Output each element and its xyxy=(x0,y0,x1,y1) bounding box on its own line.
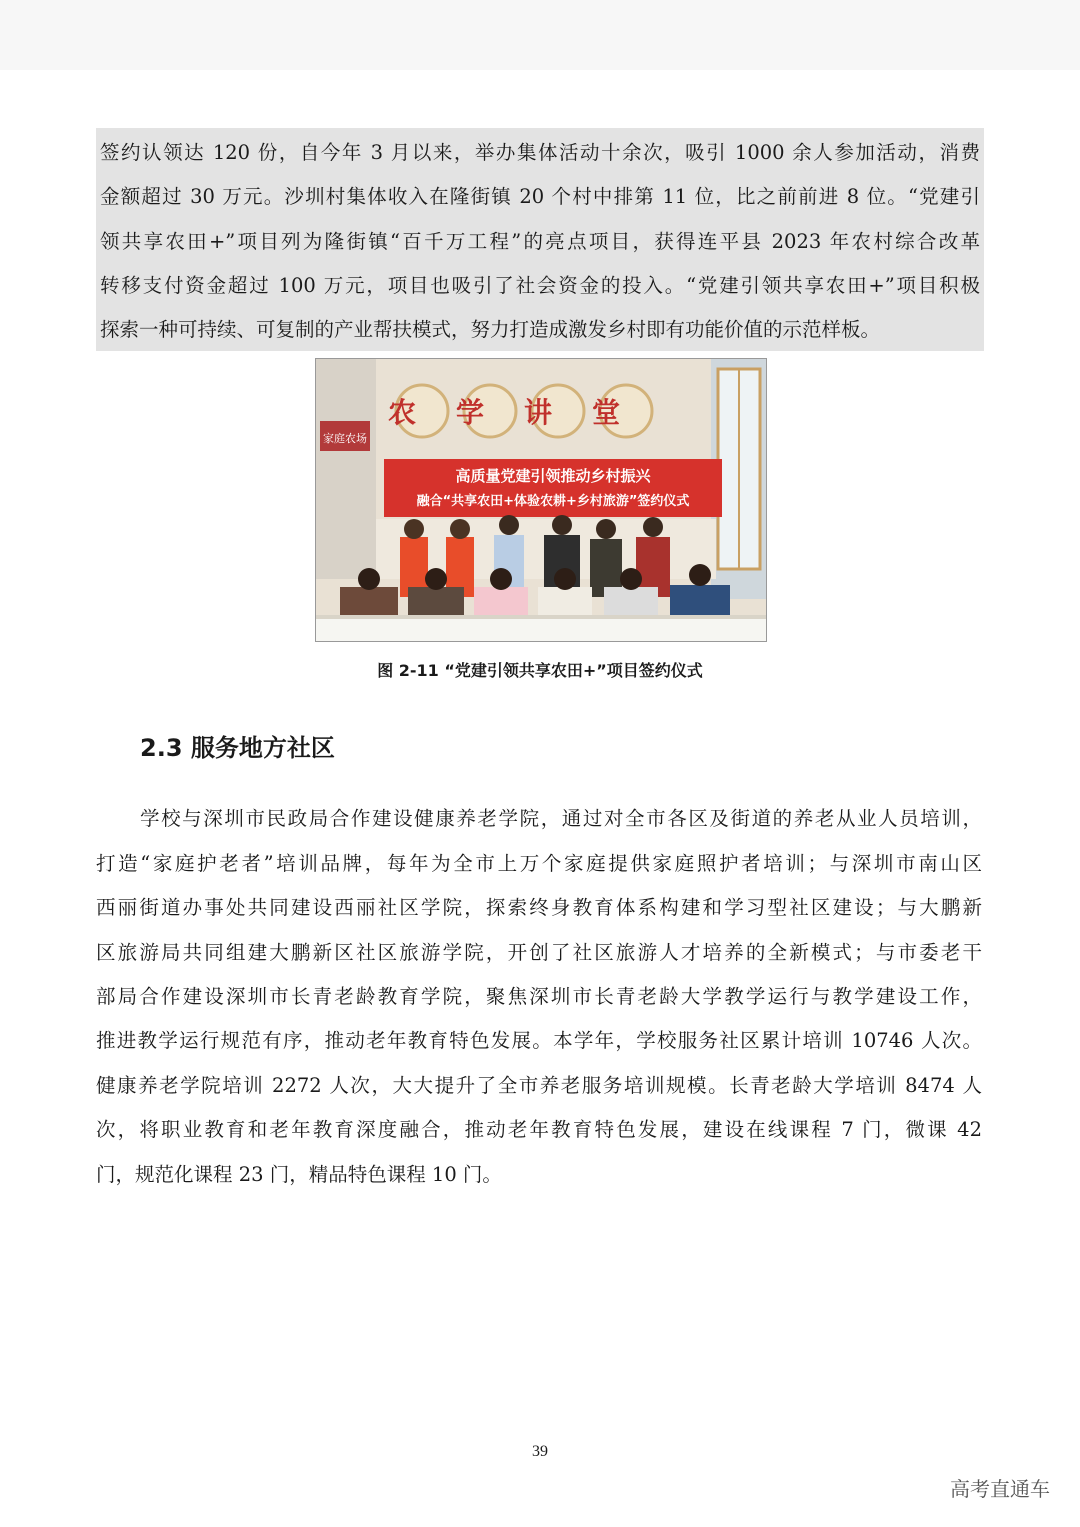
body-line-8: 次，将职业教育和老年教育深度融合，推动老年教育特色发展，建设在线课程 7 门，微课 42 xyxy=(96,1118,982,1141)
highlight-line-5: 探索一种可持续、可复制的产业帮扶模式，努力打造成激发乡村即有功能价值的示范样板。 xyxy=(100,318,881,341)
top-margin xyxy=(0,0,1080,70)
highlight-line-3: 领共享农田+”项目列为隆街镇“百千万工程”的亮点项目，获得连平县 2023 年农村综合改革 xyxy=(100,230,980,253)
body-line-9: 门，规范化课程 23 门，精品特色课程 10 门。 xyxy=(96,1163,502,1186)
body-line-1: 学校与深圳市民政局合作建设健康养老学院，通过对全市各区及街道的养老从业人员培训， xyxy=(140,807,982,830)
body-line-5: 部局合作建设深圳市长青老龄教育学院，聚焦深圳市长青老龄大学教学运行与教学建设工作， xyxy=(96,985,982,1008)
body-line-7: 健康养老学院培训 2272 人次，大大提升了全市养老服务培训规模。长青老龄大学培训 8474 人 xyxy=(96,1074,982,1097)
svg-text:融合“共享农田+体验农耕+乡村旅游”签约仪式: 融合“共享农田+体验农耕+乡村旅游”签约仪式 xyxy=(416,494,690,509)
body-line-4: 区旅游局共同组建大鹏新区社区旅游学院，开创了社区旅游人才培养的全新模式；与市委老干 xyxy=(96,941,982,964)
svg-text:高质量党建引领推动乡村振兴: 高质量党建引领推动乡村振兴 xyxy=(455,467,651,485)
highlight-line-1: 签约认领达 120 份，自今年 3 月以来，举办集体活动十余次，吸引 1000 余人参加活动，消费 xyxy=(100,141,980,164)
body-line-6: 推进教学运行规范有序，推动老年教育特色发展。本学年，学校服务社区累计培训 10746 人次。 xyxy=(96,1029,982,1052)
signing-ceremony-photo xyxy=(315,358,767,642)
section-heading: 2.3 服务地方社区 xyxy=(140,734,335,762)
body-line-3: 西丽街道办事处共同建设西丽社区学院，探索终身教育体系构建和学习型社区建设；与大鹏新 xyxy=(96,896,982,919)
svg-text:家庭农场: 家庭农场 xyxy=(323,432,367,445)
watermark: 高考直通车 xyxy=(950,1477,1050,1501)
page-number: 39 xyxy=(532,1443,548,1460)
svg-text:农学讲堂: 农学讲堂 xyxy=(387,396,661,429)
figure-caption: 图 2-11 “党建引领共享农田+”项目签约仪式 xyxy=(377,661,703,680)
body-line-2: 打造“家庭护老者”培训品牌，每年为全市上万个家庭提供家庭照护者培训；与深圳市南山区 xyxy=(96,852,982,875)
highlight-line-4: 转移支付资金超过 100 万元，项目也吸引了社会资金的投入。“党建引领共享农田+”项目积极 xyxy=(100,274,980,297)
highlight-line-2: 金额超过 30 万元。沙圳村集体收入在隆街镇 20 个村中排第 11 位，比之前前进 8 位。“党建引 xyxy=(100,185,980,208)
